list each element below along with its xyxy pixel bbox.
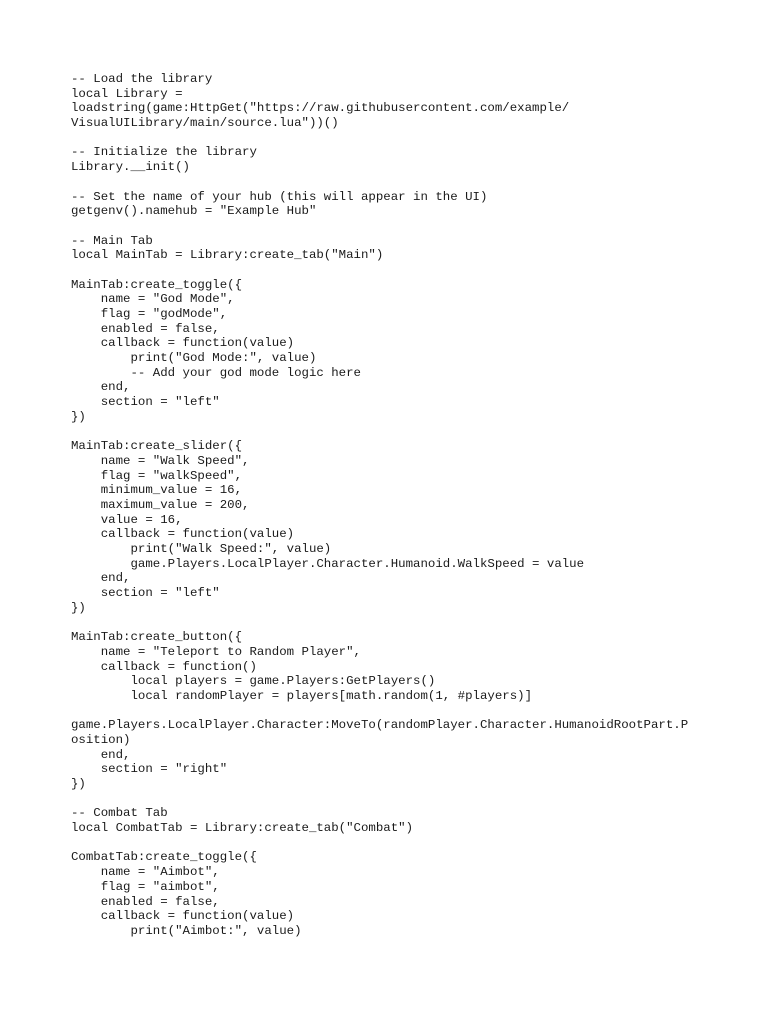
code-line: flag = "walkSpeed", <box>71 468 243 483</box>
code-line <box>71 263 731 278</box>
code-line: value = 16, <box>71 512 183 527</box>
code-line <box>71 175 731 190</box>
code-line <box>71 836 731 851</box>
code-line: local MainTab = Library:create_tab("Main") <box>71 248 384 263</box>
code-line: end, <box>71 571 131 586</box>
code-line: minimum_value = 16, <box>71 483 243 498</box>
code-line: MainTab:create_slider({ <box>71 439 243 454</box>
code-line: }) <box>71 409 86 424</box>
code-line: section = "left" <box>71 586 220 601</box>
code-line: VisualUILibrary/main/source.lua"))() <box>71 116 339 131</box>
code-line: -- Main Tab <box>71 233 153 248</box>
code-line: print("Aimbot:", value) <box>71 923 302 938</box>
code-line: local randomPlayer = players[math.random(1, #players)] <box>71 688 533 703</box>
code-line: CombatTab:create_toggle({ <box>71 850 257 865</box>
code-line: name = "Walk Speed", <box>71 453 250 468</box>
code-block <box>71 72 731 939</box>
code-line: loadstring(game:HttpGet("https://raw.githubusercontent.com/example/ <box>71 101 570 116</box>
code-line: section = "right" <box>71 762 228 777</box>
code-line: name = "God Mode", <box>71 292 235 307</box>
code-line: MainTab:create_button({ <box>71 630 243 645</box>
code-line: }) <box>71 600 86 615</box>
code-line: flag = "aimbot", <box>71 879 220 894</box>
code-line: game.Players.LocalPlayer.Character.Humanoid.WalkSpeed = value <box>71 556 585 571</box>
code-line: section = "left" <box>71 395 220 410</box>
code-line: end, <box>71 747 131 762</box>
code-line <box>71 615 731 630</box>
code-line: callback = function(value) <box>71 909 295 924</box>
code-line: flag = "godMode", <box>71 307 228 321</box>
code-line: name = "Teleport to Random Player", <box>71 644 361 659</box>
code-line: MainTab:create_toggle({ <box>71 277 243 292</box>
code-line: end, <box>71 380 131 395</box>
code-line: enabled = false, <box>71 894 220 909</box>
code-line: osition) <box>71 732 131 747</box>
code-line: local CombatTab = Library:create_tab("Combat") <box>71 821 414 836</box>
code-line: print("God Mode:", value) <box>71 351 317 366</box>
code-line <box>71 131 731 146</box>
code-line: -- Combat Tab <box>71 806 168 821</box>
code-line: game.Players.LocalPlayer.Character:MoveTo(randomPlayer.Character.HumanoidRootPart.P <box>71 718 689 733</box>
code-line <box>71 704 731 719</box>
code-line: getgenv().namehub = "Example Hub" <box>71 204 317 219</box>
code-line: callback = function(value) <box>71 336 295 351</box>
code-line: -- Set the name of your hub (this will appear in the UI) <box>71 189 488 204</box>
code-line <box>71 425 731 440</box>
code-line: name = "Aimbot", <box>71 865 220 880</box>
code-line: local players = game.Players:GetPlayers() <box>71 674 436 689</box>
code-line: -- Add your god mode logic here <box>71 365 361 380</box>
code-line <box>71 219 731 234</box>
code-line: maximum_value = 200, <box>71 497 250 512</box>
code-line: local Library = <box>71 86 183 101</box>
code-line: }) <box>71 777 86 791</box>
code-line: -- Initialize the library <box>71 145 257 160</box>
code-line <box>71 792 731 807</box>
code-line: callback = function(value) <box>71 527 295 542</box>
code-line: print("Walk Speed:", value) <box>71 542 332 556</box>
code-line: callback = function() <box>71 659 257 674</box>
code-line: enabled = false, <box>71 321 220 336</box>
code-line: -- Load the library <box>71 72 213 86</box>
code-line: Library.__init() <box>71 160 190 175</box>
